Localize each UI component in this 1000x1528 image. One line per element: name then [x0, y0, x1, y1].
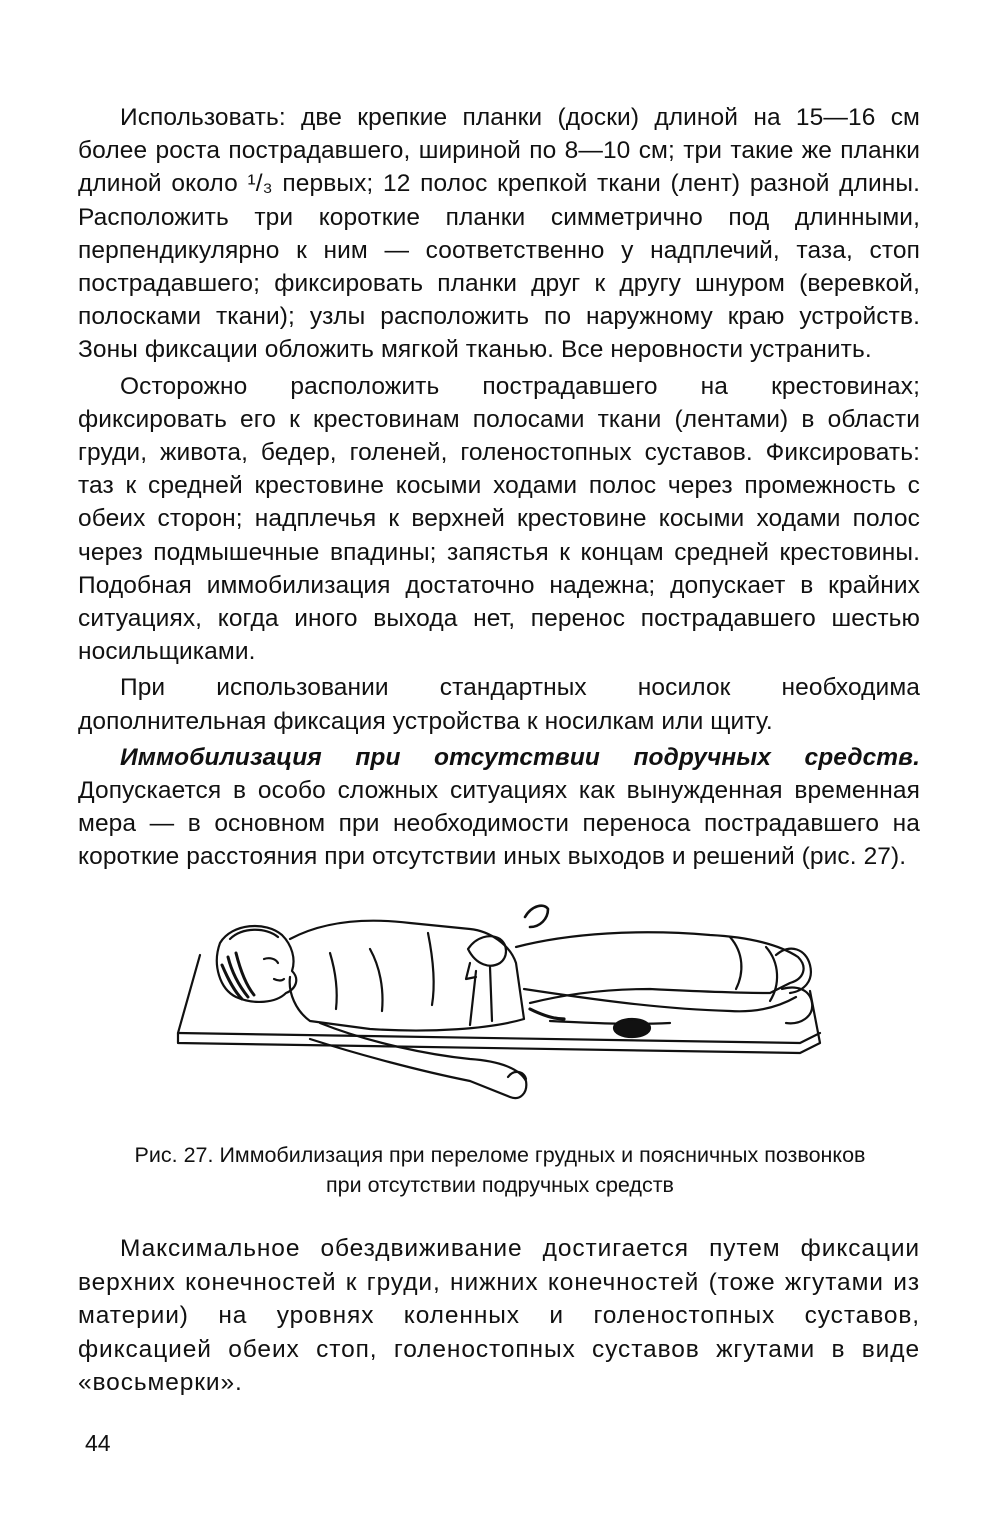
arm-outline	[310, 1023, 526, 1098]
section-title: Иммобилизация при отсутствии подручных средств.	[120, 743, 920, 771]
paragraph-max-immobilization: Максимальное обездвиживание достигается путем фиксации верхних конечностей к груди, нижних конечностей (тоже жгутами из материи) на уровнях коленных и голеностопных суставов, фиксацией обеих стоп, голеностопных суставов жгутами в виде «восьмерки».	[78, 1235, 920, 1396]
caption-line-2: при отсутствии подручных средств	[326, 1173, 674, 1197]
paragraph-stretcher: При использовании стандартных носилок необходима дополнительная фиксация устройства к носилкам или щиту.	[78, 674, 920, 735]
paragraph-materials: Использовать: две крепкие планки (доски) длиной на 15—16 см более роста пострадавшего, шириной по 8—10 см; три такие же планки длиной около ¹/₃ первых; 12 полос крепкой ткани (лент) разной длины. Расположить три короткие планки симметрично под длинными, перпендикулярно к ним — соответственно у надплечий, таза, стоп пострадавшего; фиксировать планки друг к другу шнуром (веревкой, полосками ткани); узлы расположить по наружному краю устройств. Зоны фиксации обложить мягкой тканью. Все неровности устранить.	[78, 104, 920, 364]
page-number: 44	[85, 1430, 111, 1456]
paragraph-section	[78, 741, 920, 874]
board-front-edge	[178, 1033, 820, 1043]
caption-line-1: Рис. 27. Иммобилизация при переломе грудных и поясничных позвонков	[134, 1143, 866, 1167]
figure-caption	[80, 1140, 920, 1200]
text-after-figure	[78, 1232, 920, 1400]
paragraph-placement: Осторожно расположить пострадавшего на крестовинах; фиксировать его к крестовинам полосами ткани (лентами) в области груди, живота, бедер, голеней, голеностопных суставов. Фиксировать: таз к средней крестовине косыми ходами полос через промежность с обеих сторон; надплечья к верхней крестовине косыми ходами полос через подмышечные впадины; запястья к концам средней крестовины. Подобная иммобилизация достаточно надежна; допускает в крайних ситуациях, когда иного выхода нет, перенос пострадавшего шестью носильщиками.	[78, 372, 920, 666]
hair-strokes	[222, 953, 254, 999]
legs-outline	[516, 932, 804, 1003]
main-text	[78, 101, 920, 874]
feet-outline	[776, 949, 812, 1024]
immobilization-drawing	[170, 893, 830, 1123]
figure-27-illustration	[170, 893, 830, 1123]
section-text: Допускается в особо сложных ситуациях как вынужденная временная мера — в основном при необходимости переноса пострадавшего на короткие расстояния при отсутствии иных выходов и решений (рис. 27).	[78, 777, 920, 871]
tie-knot	[468, 936, 506, 965]
